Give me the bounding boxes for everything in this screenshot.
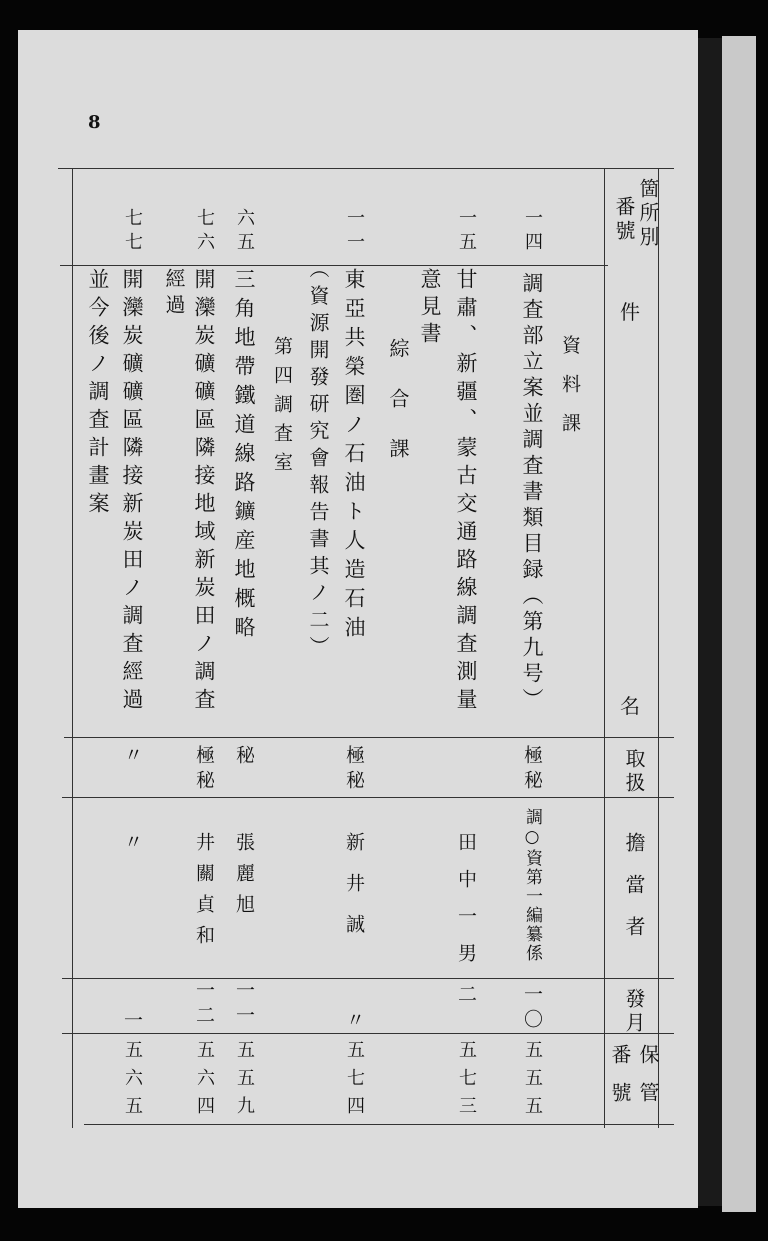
item-name-continuation: 意見書 [418, 268, 442, 349]
date-bottom-rule [62, 1033, 674, 1034]
header-person-in-charge: 擔當者 [622, 832, 646, 958]
header-ref-no-line2: 番號 [612, 196, 636, 244]
table-right-rule [658, 168, 659, 1128]
next-page-edge [722, 36, 756, 1212]
section-heading: 資料課 [559, 335, 581, 452]
table-bottom-rule [84, 1124, 674, 1125]
ref-number: 一一 [344, 208, 365, 256]
person-in-charge: 〃 [121, 832, 143, 857]
header-storage-no-line1: 保管 [636, 1044, 660, 1120]
handling-mark: 極秘 [343, 745, 365, 795]
person-bottom-rule [62, 978, 674, 979]
storage-number: 五七四 [344, 1040, 365, 1124]
page-number: 8 [88, 112, 101, 133]
item-name: 開灤炭礦礦區隣接新炭田ノ調査經過 [120, 268, 144, 716]
handling-mark: 極秘 [521, 745, 543, 795]
handling-mark: 極秘 [193, 745, 215, 795]
date-sent: 一 [121, 1010, 143, 1035]
person-in-charge: 田中一男 [455, 832, 477, 980]
date-sent: 一〇 [521, 984, 543, 1034]
item-name: 三角地帶鐵道線路鑛産地概略 [232, 268, 256, 645]
person-in-charge: 新井誠 [343, 832, 365, 955]
storage-number: 五七三 [456, 1040, 477, 1124]
item-name: 甘肅、新疆、蒙古交通路線調査測量 [454, 268, 478, 716]
storage-number: 五五五 [522, 1040, 543, 1124]
date-sent: 一二 [193, 980, 215, 1030]
header-column-divider [604, 168, 605, 1128]
item-name: 東亞共榮圏ノ石油ト人造石油 [342, 268, 366, 645]
ref-number: 一五 [456, 208, 477, 256]
date-sent: 〃 [343, 1010, 365, 1035]
ref-number-rule [60, 265, 608, 266]
section-heading: 綜合課 [386, 338, 410, 488]
header-item-name-bottom: 名 [620, 694, 640, 718]
ref-number: 七七 [122, 208, 143, 256]
section-heading: 第四調査室 [271, 336, 293, 481]
storage-number: 五六四 [194, 1040, 215, 1124]
date-sent: 一一 [233, 980, 255, 1030]
ref-number: 一四 [522, 208, 543, 256]
person-in-charge: 調○資第一編纂係 [522, 808, 542, 963]
header-item-name-top: 件 [620, 300, 640, 324]
person-in-charge: 井關貞和 [193, 832, 215, 956]
handling-mark: 秘 [233, 745, 255, 770]
header-date-sent: 發月 [622, 988, 646, 1036]
date-sent: 二 [455, 984, 477, 1009]
storage-number: 五六五 [122, 1040, 143, 1124]
item-name-continuation: （資源開發研究會報告書其ノ二） [306, 258, 330, 663]
ref-number: 六五 [234, 208, 255, 256]
item-name: 調査部立案並調査書類目録（第九号） [520, 272, 544, 714]
handling-bottom-rule [62, 797, 674, 798]
ref-number: 七六 [194, 208, 215, 256]
item-name-continuation: 並今後ノ調査計畫案 [86, 268, 110, 520]
table-left-rule [72, 168, 73, 1128]
item-name-continuation: 經過 [162, 268, 186, 320]
person-in-charge: 張麗旭 [233, 832, 255, 925]
name-bottom-rule [64, 737, 674, 738]
header-storage-no-line2: 番號 [608, 1044, 632, 1120]
storage-number: 五五九 [234, 1040, 255, 1124]
handling-mark: 〃 [121, 745, 143, 770]
book-spine-shadow [698, 38, 722, 1206]
header-handling: 取扱 [622, 748, 646, 796]
header-ref-no-line1: 箇所別 [636, 178, 660, 250]
item-name: 開灤炭礦礦區隣接地域新炭田ノ調査 [192, 268, 216, 716]
table-top-rule [58, 168, 674, 169]
